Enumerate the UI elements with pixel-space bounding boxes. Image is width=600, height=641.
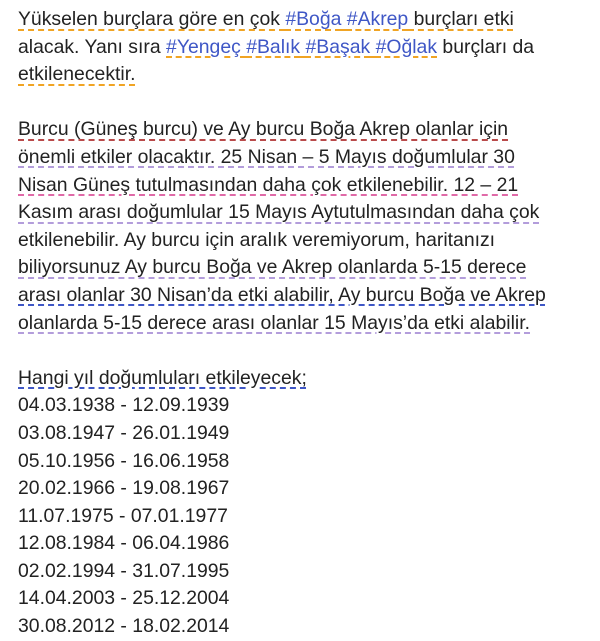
eclipse-line (18, 172, 590, 200)
eclipse-paragraph (18, 116, 590, 337)
eclipse-line (18, 116, 590, 144)
eclipse-text: etkilenebilir. Ay burcu için aralık veremiyorum, haritanızı (18, 228, 496, 251)
paragraph-gap (18, 89, 590, 117)
birth-years-heading (18, 365, 590, 393)
intro-text: etkilenecektir. (18, 63, 136, 86)
date-range-item: 12.08.1984 - 06.04.1986 (18, 532, 230, 555)
hashtag-akrep[interactable]: #Akrep (346, 8, 409, 30)
date-range-item: 03.08.1947 - 26.01.1949 (18, 421, 230, 444)
intro-line-1 (18, 6, 590, 34)
eclipse-line (18, 199, 590, 227)
intro-text: burçları etki (408, 8, 514, 30)
date-range-item: 05.10.1956 - 16.06.1958 (18, 449, 230, 472)
intro-line-3 (18, 61, 590, 89)
hashtag-balik[interactable]: #Balık (246, 35, 301, 58)
eclipse-text: Nisan Güneş tutulmasından daha çok etkilenebilir. 12 – 21 (18, 173, 519, 196)
eclipse-line (18, 282, 590, 310)
intro-line-2 (18, 34, 590, 62)
eclipse-text: biliyorsunuz Ay burcu Boğa ve Akrep olanlarda 5-15 derece (18, 256, 527, 279)
eclipse-line (18, 227, 590, 255)
intro-text: Yükselen burçlara göre en çok (18, 8, 286, 30)
hashtag-basak[interactable]: #Başak (305, 35, 371, 58)
hashtag-boga[interactable]: #Boğa (285, 8, 342, 30)
intro-text: burçları da (437, 35, 535, 58)
paragraph-gap (18, 337, 590, 365)
intro-paragraph (18, 6, 590, 89)
eclipse-text: arası olanlar 30 Nisan’da etki alabilir, Ay burcu Boğa ve Akrep (18, 283, 546, 306)
eclipse-text: Kasım arası doğumlular 15 Mayıs Aytutulmasından daha çok (18, 201, 540, 224)
eclipse-line (18, 144, 590, 172)
hashtag-oglak[interactable]: #Oğlak (375, 35, 438, 58)
eclipse-line (18, 310, 590, 338)
eclipse-line (18, 254, 590, 282)
birth-years-section (18, 365, 590, 641)
eclipse-text: olanlarda 5-15 derece arası olanlar 15 Mayıs’da etki alabilir. (18, 311, 530, 334)
eclipse-text: önemli etkiler olacaktır. 25 Nisan – 5 Mayıs doğumlular 30 (18, 145, 515, 168)
date-range-item: 14.04.2003 - 25.12.2004 (18, 587, 230, 610)
date-range-item: 04.03.1938 - 12.09.1939 (18, 394, 230, 417)
intro-text: alacak. Yanı sıra (18, 35, 167, 58)
date-range-item: 02.02.1994 - 31.07.1995 (18, 559, 230, 582)
date-range-item: 11.07.1975 - 07.01.1977 (18, 504, 228, 527)
post-body (18, 6, 590, 641)
date-range-item: 30.08.2012 - 18.02.2014 (18, 615, 230, 638)
date-range-item: 20.02.1966 - 19.08.1967 (18, 477, 230, 500)
heading-text: Hangi yıl doğumluları etkileyecek; (18, 366, 307, 389)
hashtag-yengec[interactable]: #Yengeç (166, 35, 241, 58)
eclipse-text: Burcu (Güneş burcu) ve Ay burcu Boğa Akrep olanlar için (18, 118, 509, 141)
